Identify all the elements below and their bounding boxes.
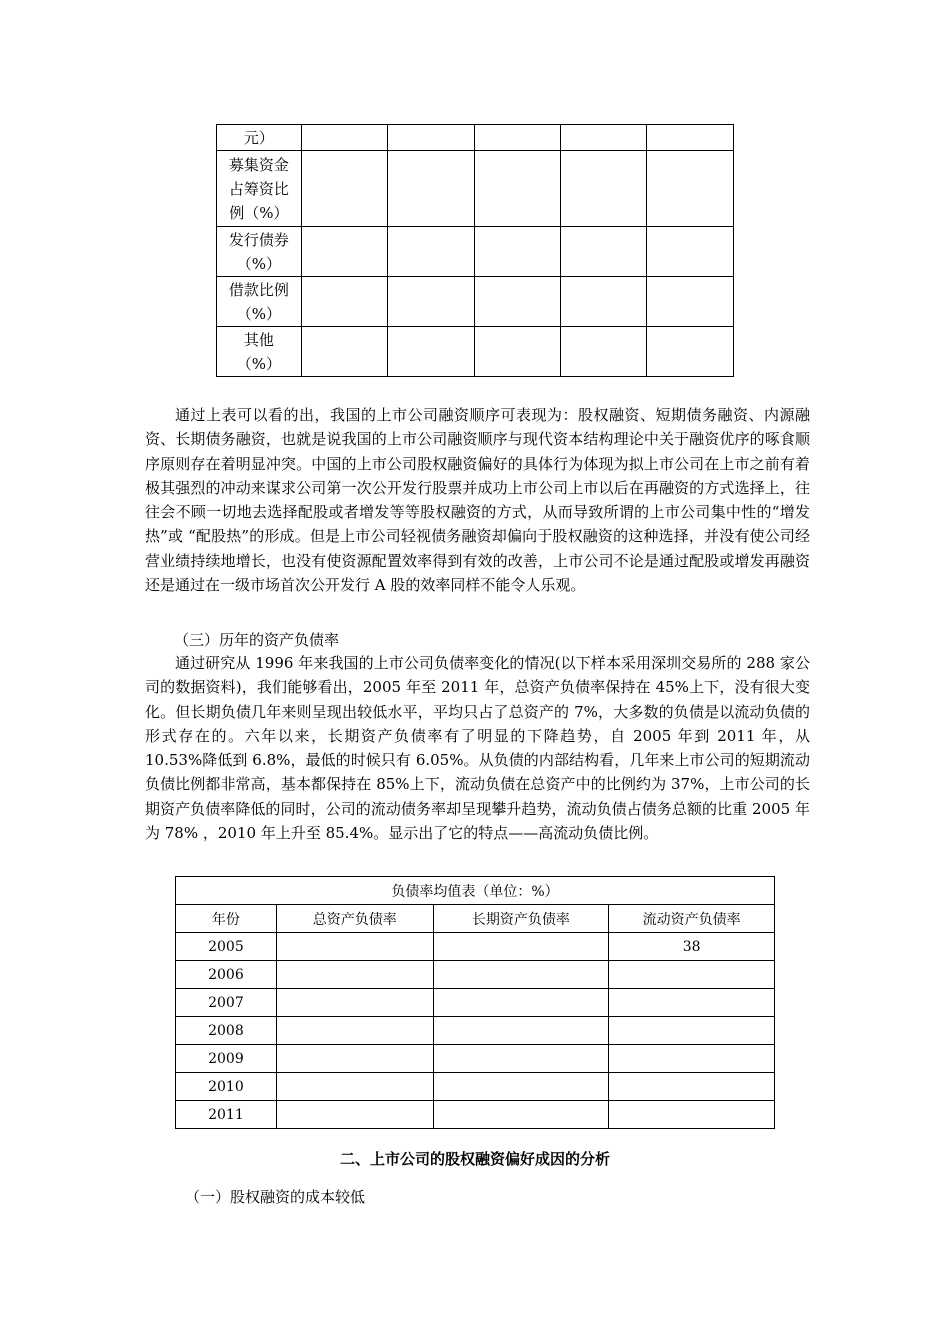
table-cell xyxy=(474,277,560,327)
table-row xyxy=(176,933,775,961)
value-cell xyxy=(609,1073,775,1101)
table-title-row xyxy=(176,877,775,905)
row-label-line: （%） xyxy=(236,254,281,273)
table-cell xyxy=(474,125,560,151)
row-label-line: 借款比例 xyxy=(228,280,289,299)
table-row xyxy=(176,961,775,989)
table-cell xyxy=(561,125,647,151)
debt-table-body xyxy=(176,933,775,1129)
header-total-debt-ratio: 总资产负债率 xyxy=(276,905,433,933)
value-cell xyxy=(433,961,609,989)
row-label-line: 占筹资比 xyxy=(228,179,289,198)
header-year: 年份 xyxy=(176,905,277,933)
table-row xyxy=(217,227,734,277)
row-label-line: （%） xyxy=(236,304,281,323)
table-row xyxy=(217,125,734,151)
year-cell: 2009 xyxy=(176,1045,277,1073)
table-row xyxy=(217,151,734,227)
value-cell xyxy=(433,1045,609,1073)
row-label-line: （%） xyxy=(236,354,281,373)
table-cell xyxy=(474,327,560,377)
header-long-term-debt-ratio: 长期资产负债率 xyxy=(433,905,609,933)
table-row xyxy=(176,1045,775,1073)
table-cell xyxy=(474,151,560,227)
paragraph-debt-ratio: 通过研究从 1996 年来我国的上市公司负债率变化的情况(以下样本采用深圳交易所的 288 家公司的数据资料)，我们能够看出，2005 年至 2011 年，总资产负债率保持在 45%上下，没有很大变化。但长期负债几年来则呈现出较低水平，平均只占了总资产的 7%，大多数的负债是以流动负债的形式存在的。六年以来，长期资产负债率有了明显的下降趋势，自 2005 年到 2011 年，从 10.53%降低到 6.8%，最低的时候只有 6.05%。从负债的内部结构看，几年来上市公司的短期流动负债比例都非常高，基本都保持在 85%上下，流动负债在总资产中的比例约为 37%，上市公司的长期资产负债率降低的同时，公司的流动债务率却呈现攀升趋势，流动负债占债务总额的比重 2005 年为 78% ，2010 年上升至 85.4%。显示出了它的特点——高流动负债比例。 xyxy=(145,654,810,843)
row-label xyxy=(217,125,302,151)
table-cell xyxy=(301,277,387,327)
value-cell xyxy=(609,961,775,989)
value-cell xyxy=(609,989,775,1017)
table-cell xyxy=(301,151,387,227)
value-cell xyxy=(276,1045,433,1073)
value-cell xyxy=(433,1101,609,1129)
year-cell: 2007 xyxy=(176,989,277,1017)
value-cell xyxy=(276,1073,433,1101)
table-cell xyxy=(647,151,734,227)
value-cell xyxy=(433,989,609,1017)
table-cell xyxy=(647,327,734,377)
row-label-line: 发行债券 xyxy=(228,230,289,249)
debt-ratio-table xyxy=(175,876,775,1129)
table-title: 负债率均值表（单位：%） xyxy=(176,877,775,905)
sub-section-title: （一）股权融资的成本较低 xyxy=(185,1188,366,1206)
paragraph-financing-order: 通过上表可以看的出，我国的上市公司融资顺序可表现为：股权融资、短期债务融资、内源融资、长期债务融资，也就是说我国的上市公司融资顺序与现代资本结构理论中关于融资优序的啄食顺序原则存在着明显冲突。中国的上市公司股权融资偏好的具体行为体现为拟上市公司在上市之前有着极其强烈的冲动来谋求公司第一次公开发行股票并成功上市公司上市以后在再融资的方式选择上，往往会不顾一切地去选择配股或者增发等等股权融资的方式，从而导致所谓的上市公司集中性的“增发热”或 “配股热”的形成。但是上市公司轻视债务融资却偏向于股权融资的这种选择，并没有使公司经营业绩持续地增长，也没有使资源配置效率得到有效的改善，上市公司不论是通过配股或增发再融资还是通过在一级市场首次公开发行 A 股的效率同样不能令人乐观。 xyxy=(145,406,810,595)
table-row xyxy=(217,277,734,327)
heading-debt-ratio: （三）历年的资产负债率 xyxy=(174,631,340,649)
value-cell: 38 xyxy=(609,933,775,961)
table-cell xyxy=(388,227,474,277)
row-label-line: 募集资金 xyxy=(228,155,289,174)
table-cell xyxy=(301,327,387,377)
table-cell xyxy=(301,125,387,151)
value-cell xyxy=(433,1073,609,1101)
header-current-debt-ratio: 流动资产负债率 xyxy=(609,905,775,933)
table-header-row xyxy=(176,905,775,933)
value-cell xyxy=(609,1045,775,1073)
financing-table xyxy=(216,124,734,377)
year-cell: 2005 xyxy=(176,933,277,961)
value-cell xyxy=(433,1017,609,1045)
table-cell xyxy=(388,327,474,377)
row-label xyxy=(217,151,302,227)
table-cell xyxy=(474,227,560,277)
table-row xyxy=(217,327,734,377)
row-label xyxy=(217,277,302,327)
table-row xyxy=(176,1101,775,1129)
table-cell xyxy=(647,277,734,327)
value-cell xyxy=(276,933,433,961)
table-cell xyxy=(561,227,647,277)
financing-table-body xyxy=(217,125,734,377)
year-cell: 2011 xyxy=(176,1101,277,1129)
table-cell xyxy=(561,277,647,327)
value-cell xyxy=(276,961,433,989)
value-cell xyxy=(276,989,433,1017)
table-cell xyxy=(561,327,647,377)
value-cell xyxy=(609,1101,775,1129)
table-cell xyxy=(301,227,387,277)
table-row xyxy=(176,989,775,1017)
table-row xyxy=(176,1017,775,1045)
row-label-line: 元） xyxy=(243,128,274,147)
year-cell: 2010 xyxy=(176,1073,277,1101)
table-row xyxy=(176,1073,775,1101)
table-cell xyxy=(388,277,474,327)
table-cell xyxy=(561,151,647,227)
value-cell xyxy=(609,1017,775,1045)
table-cell xyxy=(388,125,474,151)
table-cell xyxy=(647,125,734,151)
table-cell xyxy=(388,151,474,227)
value-cell xyxy=(276,1017,433,1045)
value-cell xyxy=(276,1101,433,1129)
year-cell: 2006 xyxy=(176,961,277,989)
row-label-line: 例（%） xyxy=(229,203,289,222)
row-label-line: 其他 xyxy=(243,330,274,349)
table-cell xyxy=(647,227,734,277)
row-label xyxy=(217,327,302,377)
year-cell: 2008 xyxy=(176,1017,277,1045)
section-title: 二、上市公司的股权融资偏好成因的分析 xyxy=(339,1150,610,1168)
value-cell xyxy=(433,933,609,961)
row-label xyxy=(217,227,302,277)
